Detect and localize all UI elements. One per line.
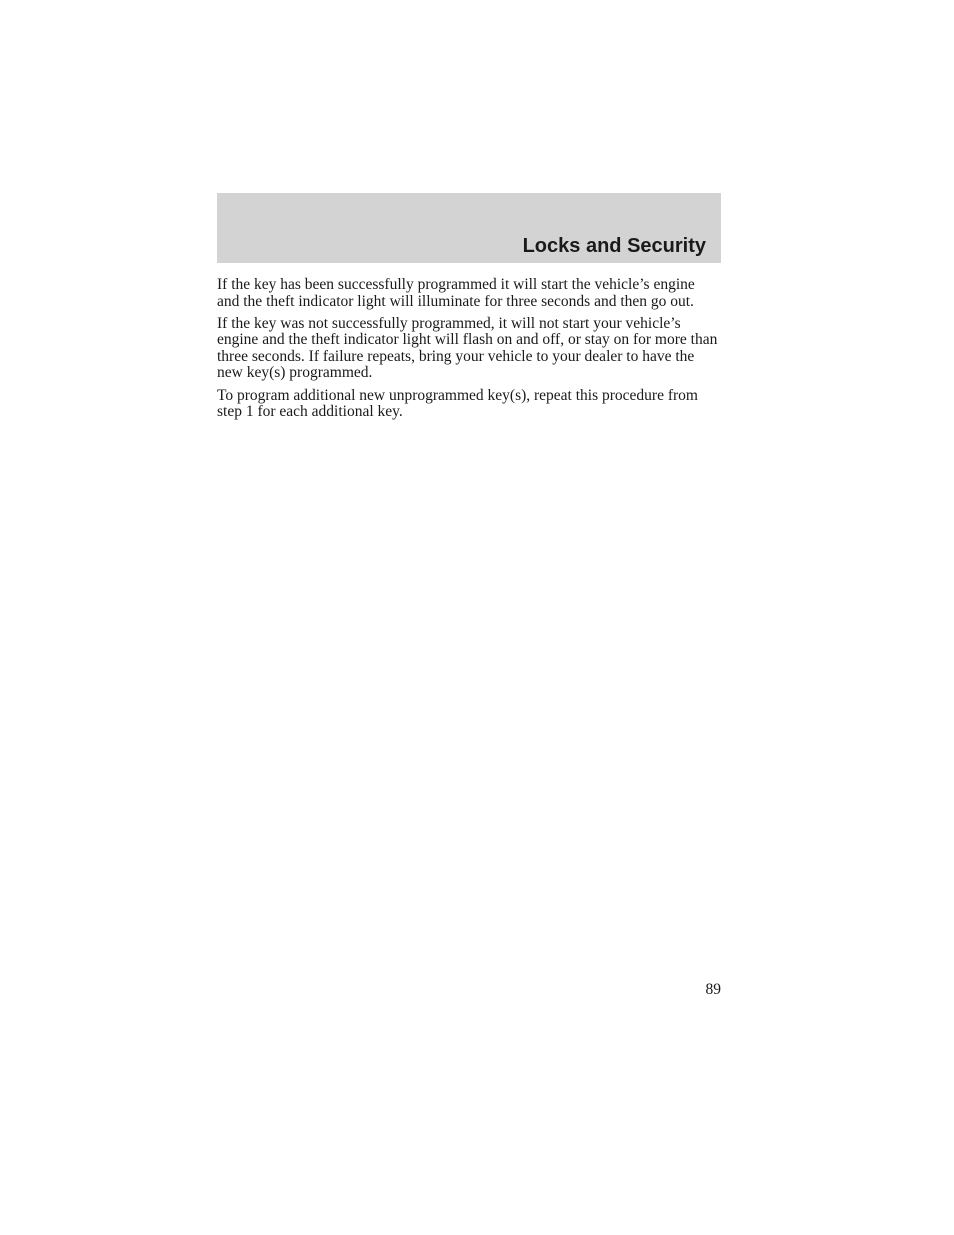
page-number: 89 (705, 981, 721, 998)
section-title: Locks and Security (522, 235, 706, 257)
body-text (217, 277, 721, 426)
paragraph-additional-keys: To program additional new unprogrammed key(s), repeat this procedure from step 1 for each additional key. (217, 386, 698, 421)
paragraph-programmed-success: If the key has been successfully programmed it will start the vehicle’s engine and the theft indicator light will illuminate for three seconds and then go out. (217, 276, 695, 310)
section-header-band (217, 193, 721, 263)
paragraph-programmed-failure: If the key was not successfully programmed, it will not start your vehicle’s engine and the theft indicator light will flash on and off, or stay on for more than three seconds. If failure repeats, bring your vehicle to your dealer to have the new key(s) programmed. (217, 314, 718, 382)
